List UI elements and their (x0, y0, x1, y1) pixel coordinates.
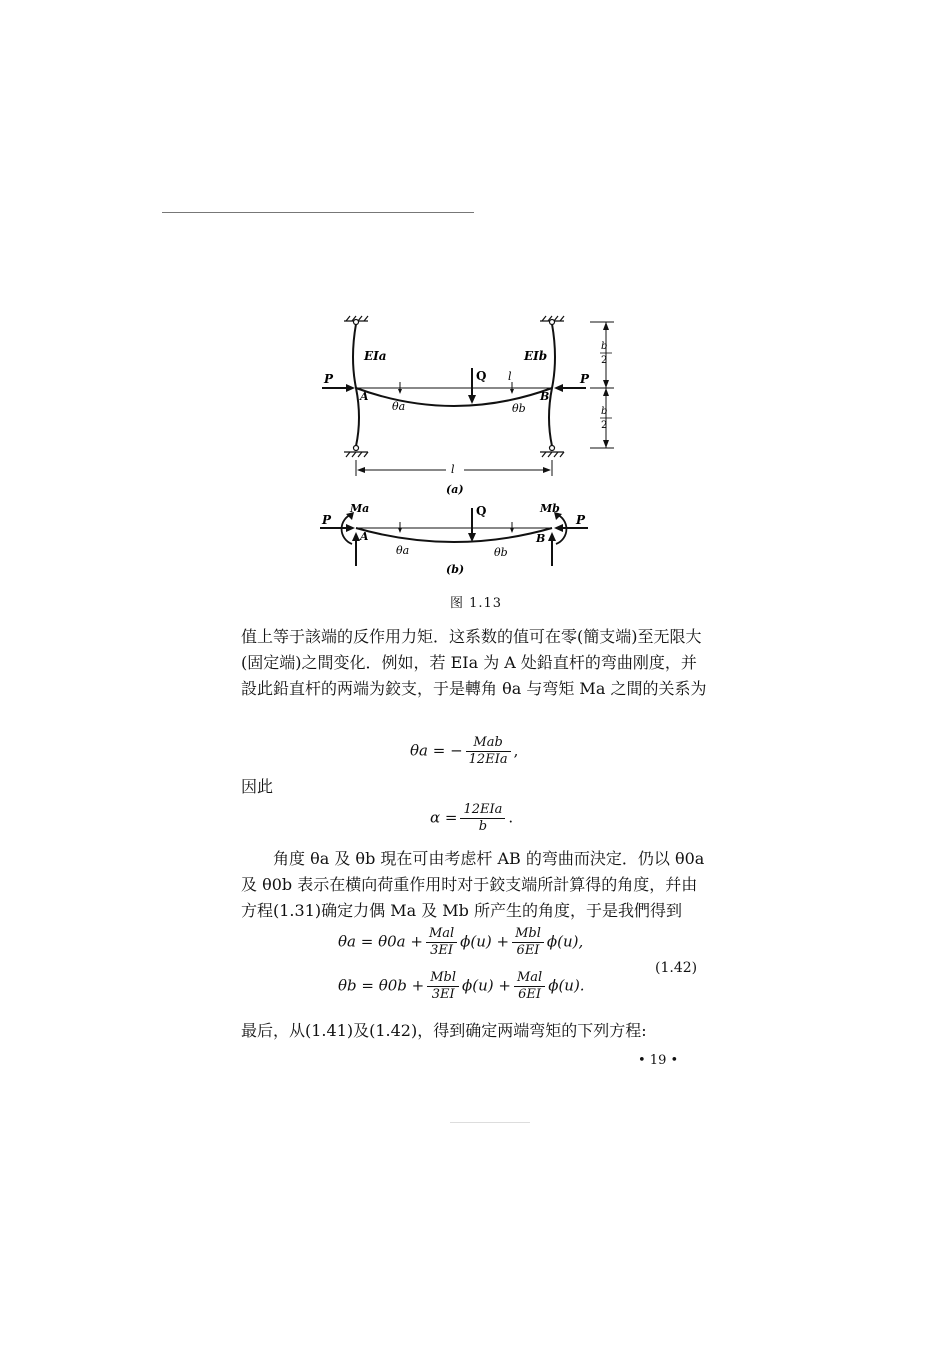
label-Ma: Ma (350, 502, 370, 515)
label-sub-a: (a) (446, 483, 464, 496)
label-Mb: Mb (540, 502, 560, 515)
label-theta-b: θb (512, 402, 526, 415)
label-theta-a: θa (392, 400, 406, 413)
label-B-b: B (536, 532, 546, 545)
label-P-left: P (324, 372, 334, 386)
paragraph-2: 角度 θa 及 θb 現在可由考虑杆 AB 的弯曲而決定．仍以 θ0a 及 θ0b 表示在横向荷重作用时对于鉸支端所計算得的角度，幷由方程(1.31)确定力偶 Ma 及 Mb 所产生的角度，于是我們得到 (241, 849, 705, 920)
page-number: • 19 • (638, 1053, 679, 1068)
label-B: B (540, 390, 550, 403)
label-A-b: A (360, 530, 369, 543)
equation-alpha: α = $\frac{\text{12EIa}}{b}$ . (430, 802, 514, 834)
label-A: A (360, 390, 369, 403)
bottom-left-support (344, 452, 368, 457)
figure-1-13 (300, 300, 640, 590)
paragraph-therefore: 因此 (241, 777, 274, 796)
label-Q: Q (476, 369, 487, 383)
label-2-bottom: 2 (601, 420, 608, 431)
equation-theta-a: θa = θ0a + $\frac{\text{Mal}}{3EI}$ ϕ(u) + $\frac{\text{Mbl}}{6EI}$ ϕ(u), (338, 926, 584, 958)
label-l-beam: l (508, 370, 512, 383)
figure-caption: 图 1.13 (449, 596, 503, 611)
paragraph-3: 最后，从(1.41)及(1.42)，得到确定两端弯矩的下列方程: (241, 1021, 647, 1040)
label-EIb: EIb (524, 349, 548, 363)
label-theta-a-b: θa (396, 544, 410, 557)
label-P-right: P (580, 372, 590, 386)
equation-theta-a-hinged: θa = − $\frac{\text{Mab}}{\text{12EIa}}$ , (410, 735, 519, 767)
label-EIa: EIa (364, 349, 387, 363)
bottom-right-support (540, 452, 564, 457)
label-b-top: b (601, 341, 608, 352)
label-Q-b: Q (476, 504, 487, 518)
equation-number: (1.42) (655, 960, 698, 976)
label-2-top: 2 (601, 355, 608, 366)
label-P-right-b: P (576, 513, 586, 527)
scan-artifact (450, 1122, 530, 1123)
paragraph-1: 值上等于該端的反作用力矩．这系数的值可在零(簡支端)至无限大(固定端)之間变化．例如，若 EIa 为 A 处鉛直杆的弯曲刚度，并設此鉛直杆的两端为鉸支，于是轉角 θa 与弯矩 Ma 之間的关系为 (241, 627, 707, 698)
label-theta-b-b: θb (494, 546, 508, 559)
equation-theta-b: θb = θ0b + $\frac{\text{Mbl}}{3EI}$ ϕ(u) + $\frac{\text{Mal}}{6EI}$ ϕ(u). (338, 970, 585, 1002)
right-column (549, 324, 555, 446)
label-b-bottom: b (601, 406, 608, 417)
label-P-left-b: P (322, 513, 332, 527)
beam-deflected-b (356, 528, 552, 542)
left-column (353, 324, 359, 446)
label-l: l (451, 463, 455, 476)
header-rule (162, 212, 474, 213)
label-sub-b: (b) (446, 563, 465, 576)
